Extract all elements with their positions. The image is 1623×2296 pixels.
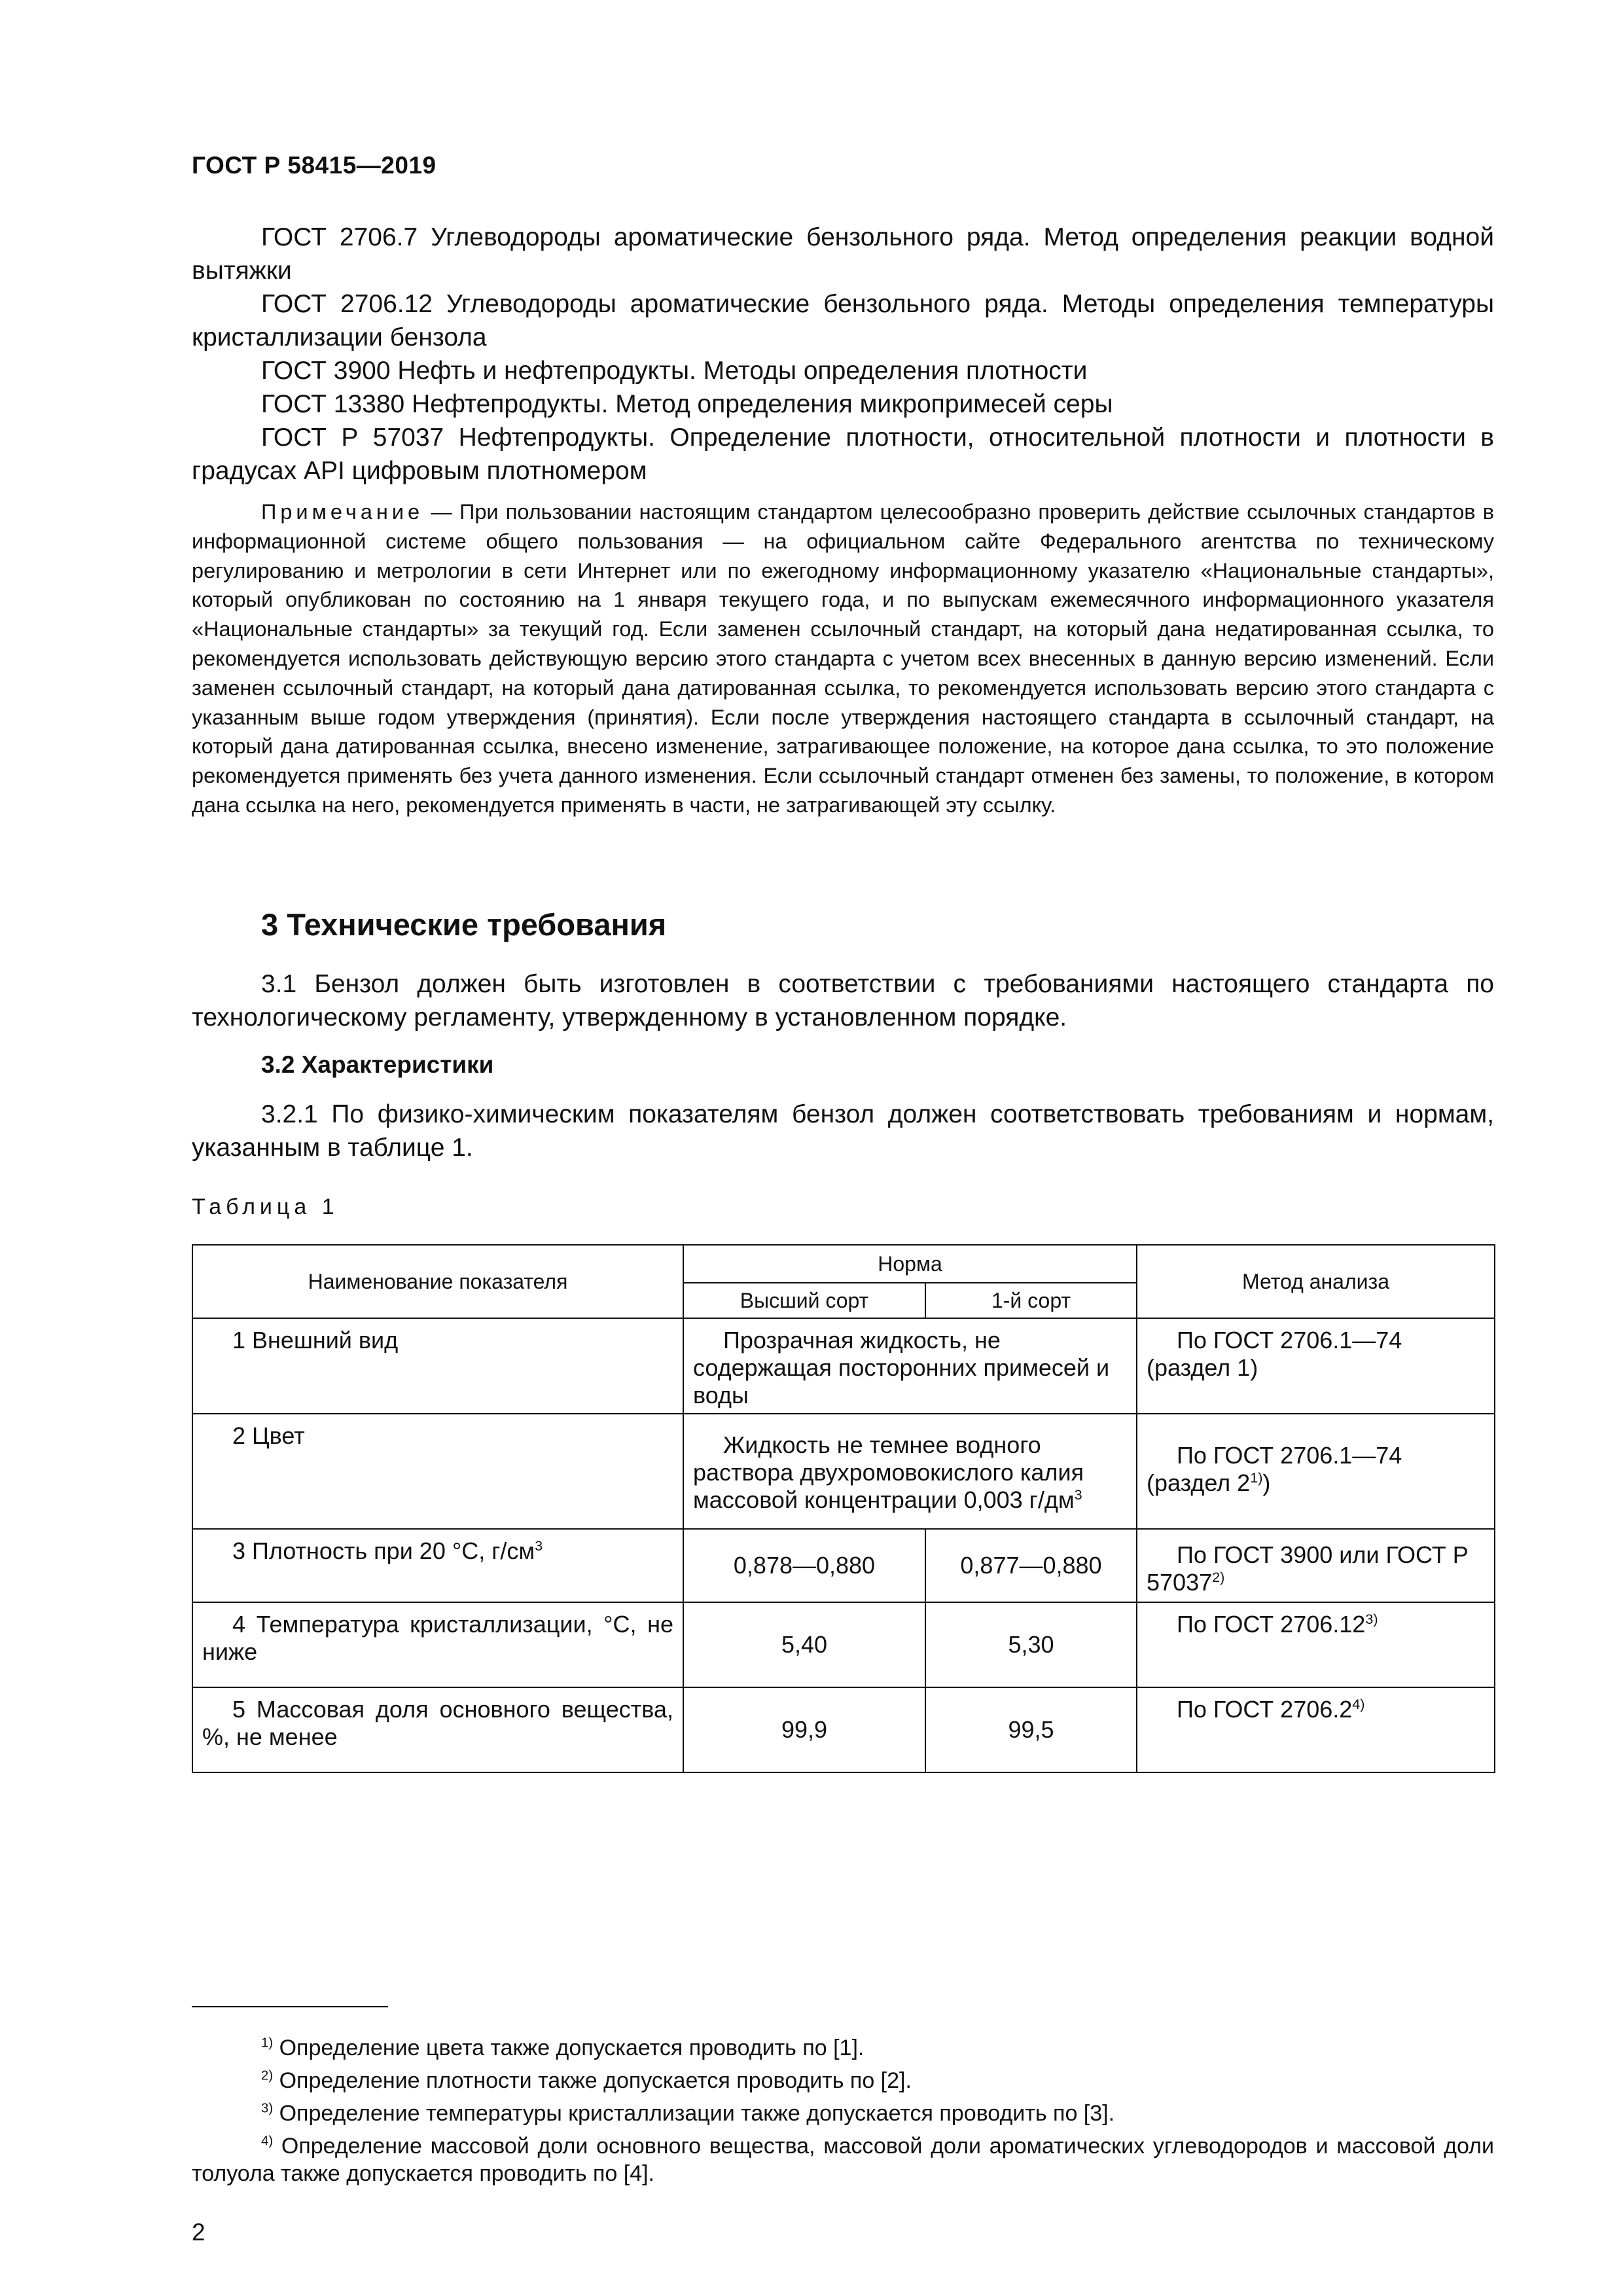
cell-top-grade: 0,878—0,880	[683, 1529, 925, 1602]
note-block	[192, 497, 1494, 820]
cell-name: 5 Массовая доля основного вещества, %, не менее	[192, 1687, 683, 1772]
table-row	[192, 1687, 1495, 1772]
paragraph-text: 3.2.1 По физико-химическим показателям бензол должен соответствовать требованиям и нормам, указанным в таблице 1.	[192, 1100, 1494, 1162]
cell-first-grade: 99,5	[925, 1687, 1137, 1772]
paragraph-3-1	[192, 967, 1494, 1034]
cell-top-grade: 99,9	[683, 1687, 925, 1772]
reference-item: ГОСТ 2706.12 Углеводороды ароматические бензольного ряда. Методы определения температуры кристаллизации бензола	[192, 290, 1494, 351]
requirements-table	[192, 1244, 1495, 1773]
document-page	[192, 0, 1494, 2296]
column-header-name: Наименование показателя	[192, 1245, 683, 1318]
cell-name: 2 Цвет	[192, 1414, 683, 1529]
document-header: ГОСТ Р 58415—2019	[192, 152, 437, 179]
column-header-first-grade: 1-й сорт	[925, 1283, 1137, 1318]
table-caption: Таблица 1	[192, 1194, 339, 1219]
cell-method: По ГОСТ 2706.1—74 (раздел 1)	[1137, 1318, 1495, 1414]
cell-method: По ГОСТ 2706.2$^{4)}$	[1137, 1687, 1495, 1772]
footnote: $^{1)}$ Определение цвета также допускается проводить по [1].	[261, 2036, 865, 2060]
note-label: Примечание	[261, 500, 424, 524]
section-heading: 3 Технические требования	[261, 907, 667, 942]
cell-name: 1 Внешний вид	[192, 1318, 683, 1414]
column-header-top-grade: Высший сорт	[683, 1283, 925, 1318]
footnote: $^{4)}$ Определение массовой доли основного вещества, массовой доли ароматических углеводородов и массовой доли толуола также допускается проводить по [4].	[192, 2134, 1494, 2186]
table-row	[192, 1414, 1495, 1529]
page-number: 2	[192, 2219, 205, 2246]
cell-method: По ГОСТ 2706.12$^{3)}$	[1137, 1602, 1495, 1687]
cell-norm: Прозрачная жидкость, не содержащая посторонних примесей и воды	[683, 1318, 1137, 1414]
column-header-norm: Норма	[683, 1245, 1137, 1283]
cell-method: По ГОСТ 2706.1—74 (раздел 2$^{1)}$)	[1137, 1414, 1495, 1529]
footnote: $^{2)}$ Определение плотности также допускается проводить по [2].	[261, 2068, 912, 2093]
table-row	[192, 1602, 1495, 1687]
subsection-heading: 3.2 Характеристики	[261, 1051, 494, 1078]
table-row	[192, 1318, 1495, 1414]
cell-top-grade: 5,40	[683, 1602, 925, 1687]
paragraph-3-2-1	[192, 1098, 1494, 1164]
paragraph-text: 3.1 Бензол должен быть изготовлен в соответствии с требованиями настоящего стандарта по технологическому регламенту, утвержденному в установленном порядке.	[192, 970, 1494, 1031]
normative-references	[192, 221, 1494, 488]
cell-name: 4 Температура кристаллизации, °С, не ниже	[192, 1602, 683, 1687]
cell-first-grade: 5,30	[925, 1602, 1137, 1687]
cell-first-grade: 0,877—0,880	[925, 1529, 1137, 1602]
table-row	[192, 1529, 1495, 1602]
footnote: $^{3)}$ Определение температуры кристаллизации также допускается проводить по [3].	[261, 2101, 1115, 2126]
column-header-method: Метод анализа	[1137, 1245, 1495, 1318]
note-text: — При пользовании настоящим стандартом целесообразно проверить действие ссылочных стандартов в информационной системе общего пользования — на официальном сайте Федерального агентства по техническому регулированию и метрологии в сети Интернет или по ежегодному информационному указателю «Национальные стандарты», который опубликован по состоянию на 1 января текущего года, и по выпускам ежемесячного информационного указателя «Национальные стандарты» за текущий год. Если заменен ссылочный стандарт, на который дана недатированная ссылка, то рекомендуется использовать действующую версию этого стандарта с учетом всех внесенных в данную версию изменений. Если заменен ссылочный стандарт, на который дана датированная ссылка, то рекомендуется использовать версию этого стандарта с указанным выше годом утверждения (принятия). Если после утверждения настоящего стандарта в ссылочный стандарт, на который дана датированная ссылка, внесено изменение, затрагивающее положение, на которое дана ссылка, то это положение рекомендуется применять без учета данного изменения. Если ссылочный стандарт отменен без замены, то положение, в котором дана ссылка на него, рекомендуется применять в части, не затрагивающей эту ссылку.	[192, 500, 1494, 817]
reference-item: ГОСТ 2706.7 Углеводороды ароматические бензольного ряда. Метод определения реакции водной вытяжки	[192, 223, 1494, 285]
footnote-separator	[192, 2006, 388, 2007]
cell-method: По ГОСТ 3900 или ГОСТ Р 57037$^{2)}$	[1137, 1529, 1495, 1602]
cell-name: 3 Плотность при 20 °С, $г/см^3$	[192, 1529, 683, 1602]
reference-item: ГОСТ Р 57037 Нефтепродукты. Определение плотности, относительной плотности и плотности в градусах API цифровым плотномером	[192, 423, 1494, 485]
reference-item: ГОСТ 3900 Нефть и нефтепродукты. Методы определения плотности	[261, 357, 1088, 385]
reference-item: ГОСТ 13380 Нефтепродукты. Метод определения микропримесей серы	[261, 390, 1113, 418]
table-header-row	[192, 1245, 1495, 1283]
cell-norm: Жидкость не темнее водного раствора двухромовокислого калия массовой концентрации 0,003 $г/дм^3$	[683, 1414, 1137, 1529]
